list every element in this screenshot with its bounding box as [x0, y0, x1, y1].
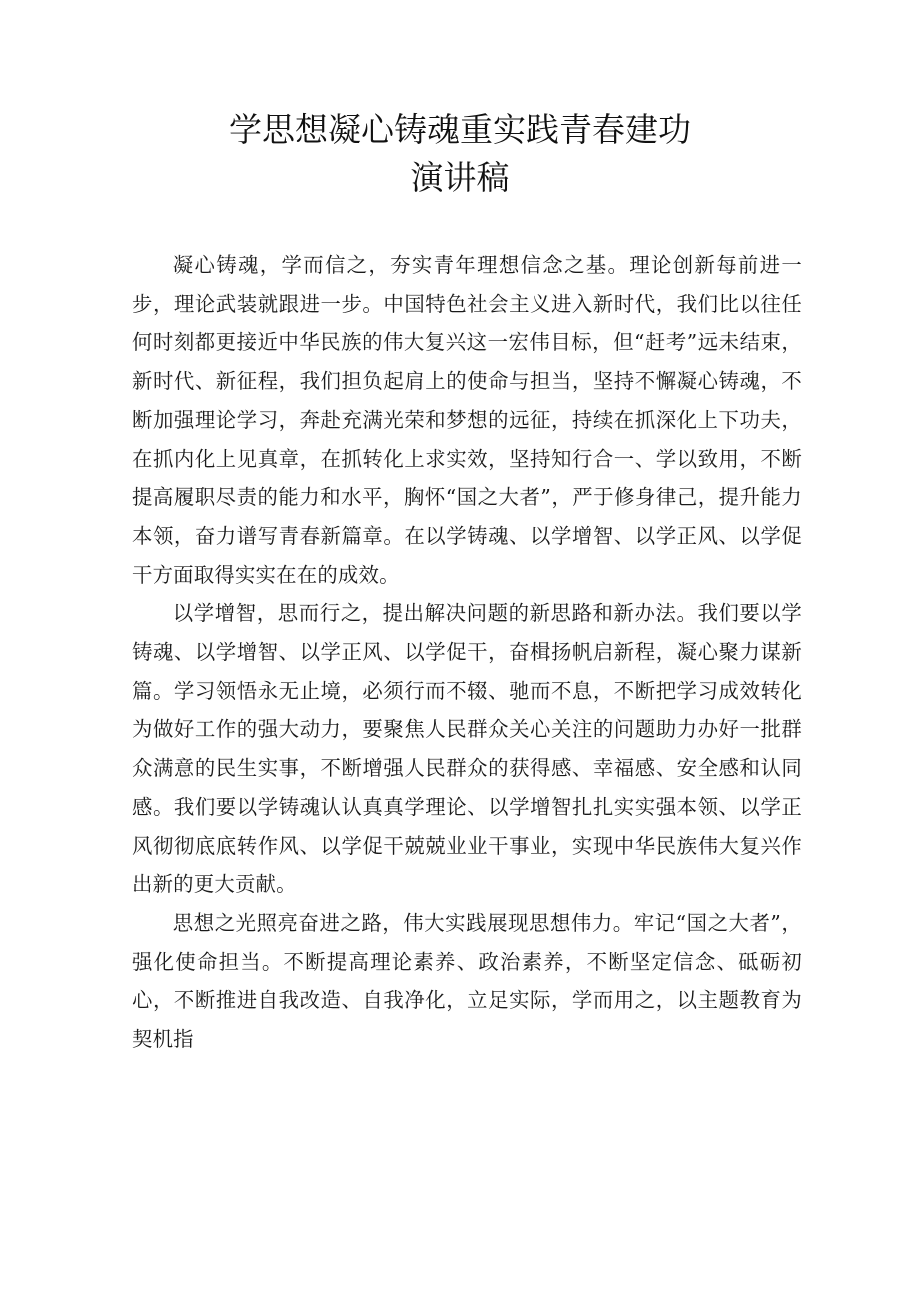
- paragraph-1: 凝心铸魂，学而信之，夯实青年理想信念之基。理论创新每前进一步，理论武装就跟进一步。中国特色社会主义进入新时代，我们比以往任何时刻都更接近中华民族的伟大复兴这一宏伟目标，但“赶考”远未结束，新时代、新征程，我们担负起肩上的使命与担当，坚持不懈凝心铸魂，不断加强理论学习，奔赴充满光荣和梦想的远征，持续在抓深化上下功夫，在抓内化上见真章，在抓转化上求实效，坚持知行合一、学以致用，不断提高履职尽责的能力和水平，胸怀“国之大者”，严于修身律己，提升能力本领，奋力谱写青春新篇章。在以学铸魂、以学增智、以学正风、以学促干方面取得实实在在的成效。: [132, 253, 802, 587]
- paragraph-3: 思想之光照亮奋进之路，伟大实践展现思想伟力。牢记“国之大者”，强化使命担当。不断提高理论素养、政治素养，不断坚定信念、砥砺初心，不断推进自我改造、自我净化，立足实际，学而用之，以主题教育为契机指: [132, 910, 802, 1052]
- title-line-2: 演讲稿: [410, 158, 510, 197]
- title-line-1: 学思想凝心铸魂重实践青春建功: [229, 110, 691, 149]
- paragraph-2: 以学增智，思而行之，提出解决问题的新思路和新办法。我们要以学铸魂、以学增智、以学正风、以学促干，奋楫扬帆启新程，凝心聚力谋新篇。学习领悟永无止境，必须行而不辍、驰而不息，不断把学习成效转化为做好工作的强大动力，要聚焦人民群众关心关注的问题助力办好一批群众满意的民生实事，不断增强人民群众的获得感、幸福感、安全感和认同感。我们要以学铸魂认认真真学理论、以学增智扎扎实实强本领、以学正风彻彻底底转作风、以学促干兢兢业业干事业，实现中华民族伟大复兴作出新的更大贡献。: [132, 601, 802, 897]
- document-title: [0, 106, 920, 202]
- document-body: [132, 246, 802, 1059]
